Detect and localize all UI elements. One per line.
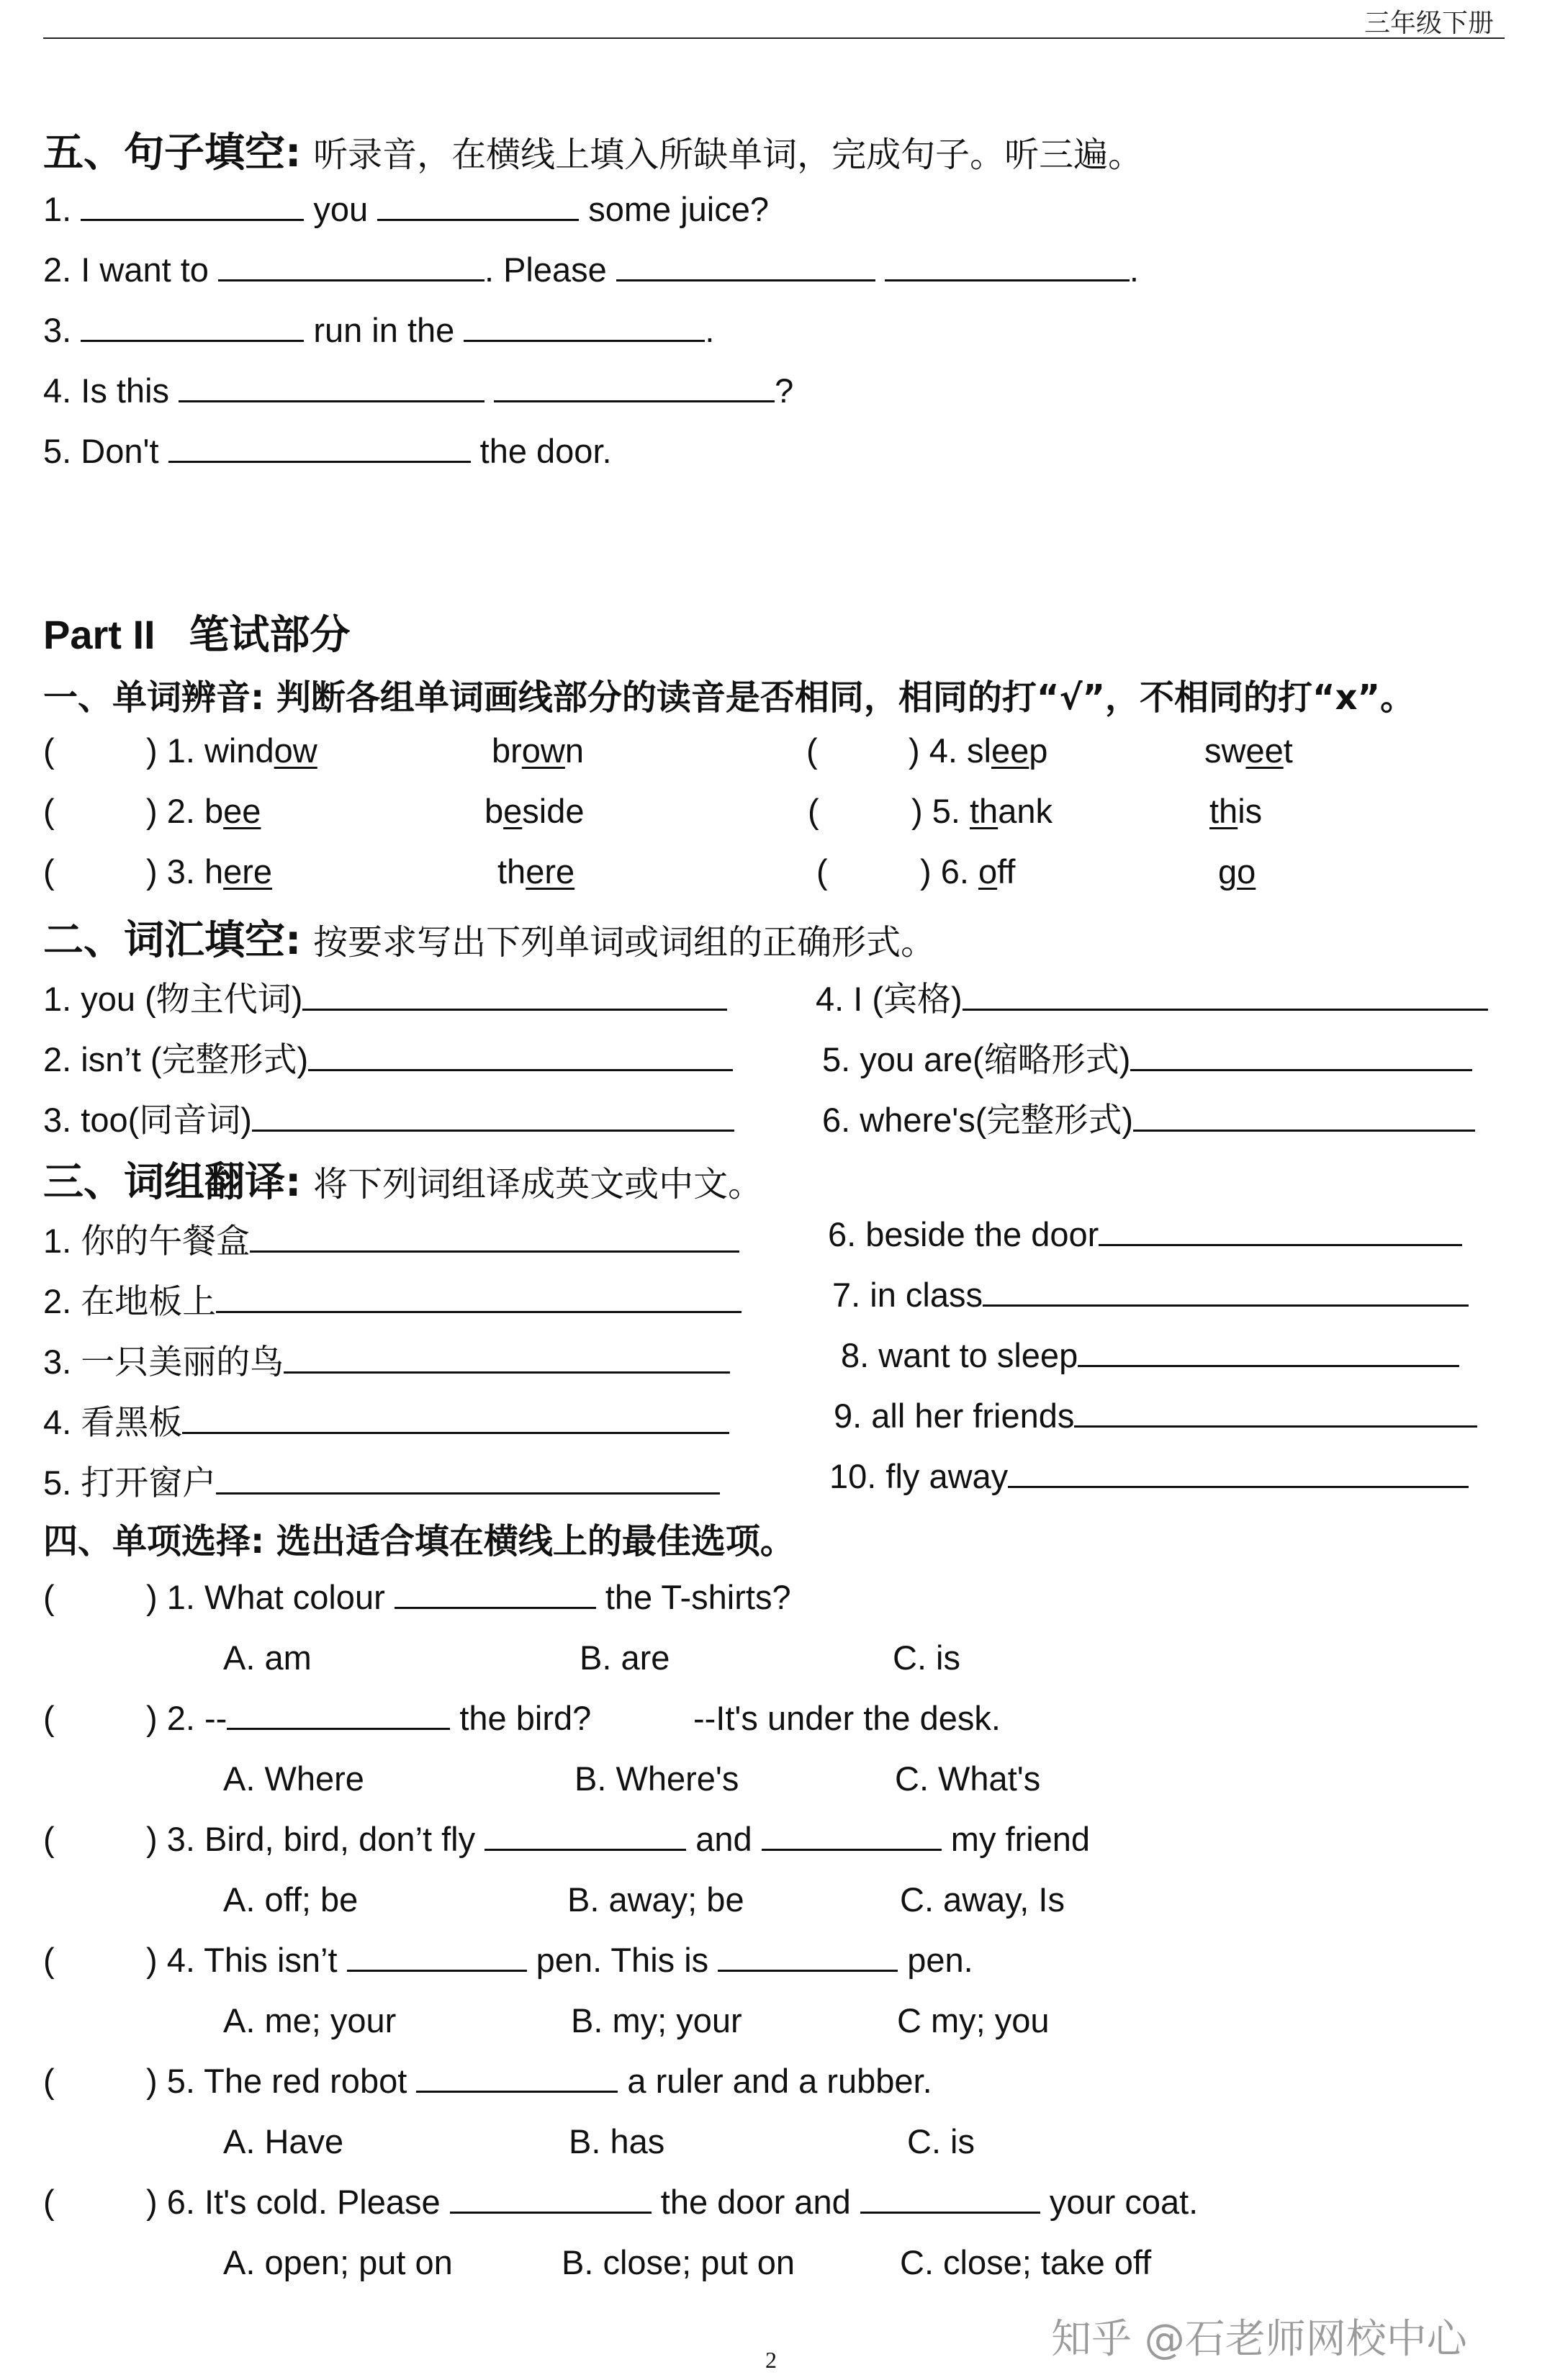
answer-blank[interactable]	[1078, 1336, 1459, 1367]
underlined-sound: ow	[274, 731, 317, 770]
s5-q2-text: .	[1129, 251, 1139, 289]
s1-q3: ) 3. here	[146, 852, 273, 891]
s3-phrase4: 4. 看黑板	[43, 1396, 729, 1444]
s2-item6: 6. where's(完整形式)	[822, 1094, 1475, 1142]
s1-row1-paren-right[interactable]: (	[806, 731, 818, 770]
s1-row3-paren-right[interactable]: (	[816, 852, 828, 891]
answer-blank[interactable]	[1099, 1215, 1462, 1246]
s4-q6-option-a[interactable]: A. open; put on	[223, 2243, 453, 2281]
section-5-heading	[43, 121, 1142, 179]
section-3-instruction: 将下列词组译成英文或中文。	[313, 1164, 763, 1204]
answer-blank[interactable]	[718, 1941, 898, 1972]
underlined-sound: ee	[223, 792, 261, 830]
underlined-sound: o	[978, 852, 998, 891]
section-4-heading	[43, 1513, 795, 1563]
s4-q2-paren[interactable]: (	[43, 1699, 55, 1737]
s4-q4-option-b[interactable]: B. my; your	[571, 2001, 742, 2039]
s4-q2-option-c[interactable]: C. What's	[895, 1759, 1041, 1798]
s4-q6-option-c[interactable]: C. close; take off	[900, 2243, 1152, 2281]
s4-q4-paren[interactable]: (	[43, 1941, 55, 1979]
section-1-instruction: 判断各组单词画线部分的读音是否相同，相同的打“√”，不相同的打“x”。	[276, 677, 1415, 718]
section-3-heading	[43, 1150, 762, 1208]
s1-row3-paren[interactable]: (	[43, 852, 55, 891]
s2-item3: 3. too(同音词)	[43, 1094, 734, 1142]
s3-phrase10: 10. fly away	[829, 1456, 1469, 1496]
s2-item5: 5. you are(缩略形式)	[822, 1033, 1472, 1081]
section-5-title: 五、句子填空:	[43, 130, 302, 176]
underlined-sound: th	[969, 792, 999, 830]
s4-q3-paren[interactable]: (	[43, 1820, 55, 1858]
s5-q4	[43, 371, 793, 410]
answer-blank[interactable]	[252, 1101, 734, 1132]
header-rule	[43, 37, 1505, 39]
answer-blank[interactable]	[860, 2183, 1040, 2214]
s3-phrase5: 5. 打开窗户	[43, 1456, 720, 1505]
answer-blank[interactable]	[216, 1282, 742, 1313]
s5-q5-text: the door.	[470, 432, 612, 470]
s1-q1-compare-word: brown	[492, 731, 585, 770]
part-2-title: 笔试部分	[189, 612, 351, 659]
s5-q1-text: some juice?	[579, 190, 770, 228]
underlined-sound: o	[1237, 852, 1256, 891]
answer-blank[interactable]	[347, 1941, 527, 1972]
answer-blank[interactable]	[963, 980, 1488, 1011]
section-4-instruction: 选出适合填在横线上的最佳选项。	[276, 1521, 795, 1561]
s4-q2-option-a[interactable]: A. Where	[223, 1759, 364, 1798]
s2-item2: 2. isn’t (完整形式)	[43, 1033, 733, 1081]
s5-q3-text: .	[705, 311, 715, 349]
s3-phrase6: 6. beside the door	[828, 1214, 1462, 1254]
s5-q2-text: . Please	[484, 251, 616, 289]
s1-q6: ) 6. off	[920, 852, 1016, 891]
answer-blank[interactable]	[484, 1820, 686, 1851]
s5-q3	[43, 310, 714, 350]
answer-blank[interactable]	[216, 1464, 720, 1495]
answer-blank[interactable]	[308, 1040, 733, 1071]
s4-q2: ) 2. -- the bird?	[146, 1699, 592, 1737]
s4-q2-option-b[interactable]: B. Where's	[574, 1759, 739, 1798]
s4-q3-option-a[interactable]: A. off; be	[223, 1880, 359, 1919]
answer-blank[interactable]	[81, 311, 304, 342]
answer-blank[interactable]	[179, 371, 484, 402]
s4-q3-option-b[interactable]: B. away; be	[567, 1880, 744, 1919]
s1-row1-paren[interactable]: (	[43, 731, 55, 770]
s3-phrase9: 9. all her friends	[834, 1396, 1477, 1435]
answer-blank[interactable]	[81, 190, 304, 221]
s5-q1-number: 1.	[43, 190, 81, 228]
underlined-sound: e	[503, 792, 523, 830]
answer-blank[interactable]	[983, 1276, 1469, 1307]
s5-q5-text: 5. Don't	[43, 432, 168, 470]
part-2-label: Part II	[43, 612, 156, 657]
answer-blank[interactable]	[218, 251, 484, 281]
answer-blank[interactable]	[494, 371, 775, 402]
underlined-sound: th	[1209, 792, 1238, 830]
answer-blank[interactable]	[395, 1578, 596, 1609]
answer-blank[interactable]	[450, 2183, 652, 2214]
watermark: 知乎 @石老师网校中心	[1051, 2316, 1467, 2363]
s3-phrase1: 1. 你的午餐盒	[43, 1214, 739, 1263]
s4-q5-option-a[interactable]: A. Have	[223, 2122, 344, 2160]
s4-q5-option-c[interactable]: C. is	[907, 2122, 975, 2160]
underlined-sound: ere	[223, 852, 273, 891]
page-number: 2	[765, 2347, 777, 2373]
section-1-heading	[43, 670, 1415, 719]
s4-q1-option-a[interactable]: A. am	[223, 1638, 312, 1677]
s5-q2	[43, 250, 1139, 289]
underlined-sound: ee	[991, 731, 1029, 770]
section-2-instruction: 按要求写出下列单词或词组的正确形式。	[313, 922, 936, 963]
answer-blank[interactable]	[1008, 1457, 1469, 1488]
answer-blank[interactable]	[464, 311, 705, 342]
s4-q1-option-c[interactable]: C. is	[893, 1638, 960, 1677]
s4-q1-paren[interactable]: (	[43, 1578, 55, 1616]
s4-q5: ) 5. The red robot a ruler and a rubber.	[146, 2062, 932, 2100]
s5-q3-number: 3.	[43, 311, 81, 349]
s1-q6-compare-word: go	[1218, 852, 1256, 891]
answer-blank[interactable]	[377, 190, 579, 221]
section-4-title: 四、单项选择:	[43, 1521, 265, 1561]
answer-blank[interactable]	[1130, 1040, 1472, 1071]
s1-q5-compare-word: this	[1209, 792, 1263, 830]
s1-q4-compare-word: sweet	[1204, 731, 1293, 770]
s4-q2-answer-text: --It's under the desk.	[693, 1699, 1001, 1737]
section-1-title: 一、单词辨音:	[43, 677, 265, 718]
s5-q1	[43, 189, 769, 229]
answer-blank[interactable]	[168, 432, 471, 463]
s4-q4: ) 4. This isn’t pen. This is pen.	[146, 1941, 973, 1979]
s2-item4: 4. I (宾格)	[816, 973, 1488, 1021]
s4-q6: ) 6. It's cold. Please the door and your coat.	[146, 2183, 1199, 2221]
underlined-sound: ee	[1245, 731, 1284, 770]
s1-q1: ) 1. window	[146, 731, 317, 770]
section-3-title: 三、词组翻译:	[43, 1159, 302, 1206]
s4-q4-option-a[interactable]: A. me; your	[223, 2001, 397, 2039]
s5-q3-text: run in the	[304, 311, 464, 349]
s1-q2-compare-word: beside	[484, 792, 585, 830]
s4-q6-paren[interactable]: (	[43, 2183, 55, 2221]
s1-row2-paren[interactable]: (	[43, 792, 55, 830]
s4-q3: ) 3. Bird, bird, don’t fly and my friend	[146, 1820, 1091, 1858]
answer-blank[interactable]	[1133, 1101, 1475, 1132]
s5-q2-text: 2. I want to	[43, 251, 218, 289]
s2-item1: 1. you (物主代词)	[43, 973, 727, 1021]
s5-q4-text: ?	[775, 371, 794, 410]
underlined-sound: ow	[521, 731, 565, 770]
s1-q3-compare-word: there	[497, 852, 575, 891]
s1-q4: ) 4. sleep	[909, 731, 1048, 770]
answer-blank[interactable]	[762, 1820, 942, 1851]
section-2-heading	[43, 909, 935, 966]
underlined-sound: ere	[526, 852, 575, 891]
section-5-instruction: 听录音，在横线上填入所缺单词，完成句子。听三遍。	[313, 135, 1143, 175]
s1-row2-paren-right[interactable]: (	[808, 792, 819, 830]
part-2-heading	[43, 603, 350, 661]
s5-q5	[43, 431, 612, 471]
s1-q5: ) 5. thank	[911, 792, 1053, 830]
answer-blank[interactable]	[885, 251, 1130, 281]
answer-blank[interactable]	[227, 1699, 450, 1730]
answer-blank[interactable]	[284, 1343, 730, 1374]
s5-q4-text: 4. Is this	[43, 371, 179, 410]
s4-q3-option-c[interactable]: C. away, Is	[900, 1880, 1065, 1919]
answer-blank[interactable]	[302, 980, 727, 1011]
s4-q6-option-b[interactable]: B. close; put on	[562, 2243, 795, 2281]
s3-phrase7: 7. in class	[832, 1275, 1469, 1315]
answer-blank[interactable]	[1074, 1397, 1477, 1428]
answer-blank[interactable]	[182, 1403, 729, 1434]
s4-q4-option-c[interactable]: C my; you	[897, 2001, 1050, 2039]
s1-q2: ) 2. bee	[146, 792, 261, 830]
section-2-title: 二、词汇填空:	[43, 917, 302, 964]
s4-q1-option-b[interactable]: B. are	[580, 1638, 670, 1677]
s4-q1: ) 1. What colour the T-shirts?	[146, 1578, 791, 1616]
grade-label: 三年级下册	[1364, 9, 1494, 37]
s3-phrase8: 8. want to sleep	[841, 1335, 1459, 1375]
answer-blank[interactable]	[616, 251, 875, 281]
answer-blank[interactable]	[250, 1222, 739, 1253]
s4-q5-paren[interactable]: (	[43, 2062, 55, 2100]
s3-phrase3: 3. 一只美丽的鸟	[43, 1335, 730, 1384]
s5-q1-text: you	[304, 190, 378, 228]
s3-phrase2: 2. 在地板上	[43, 1275, 742, 1323]
s4-q5-option-b[interactable]: B. has	[569, 2122, 665, 2160]
answer-blank[interactable]	[416, 2062, 618, 2093]
